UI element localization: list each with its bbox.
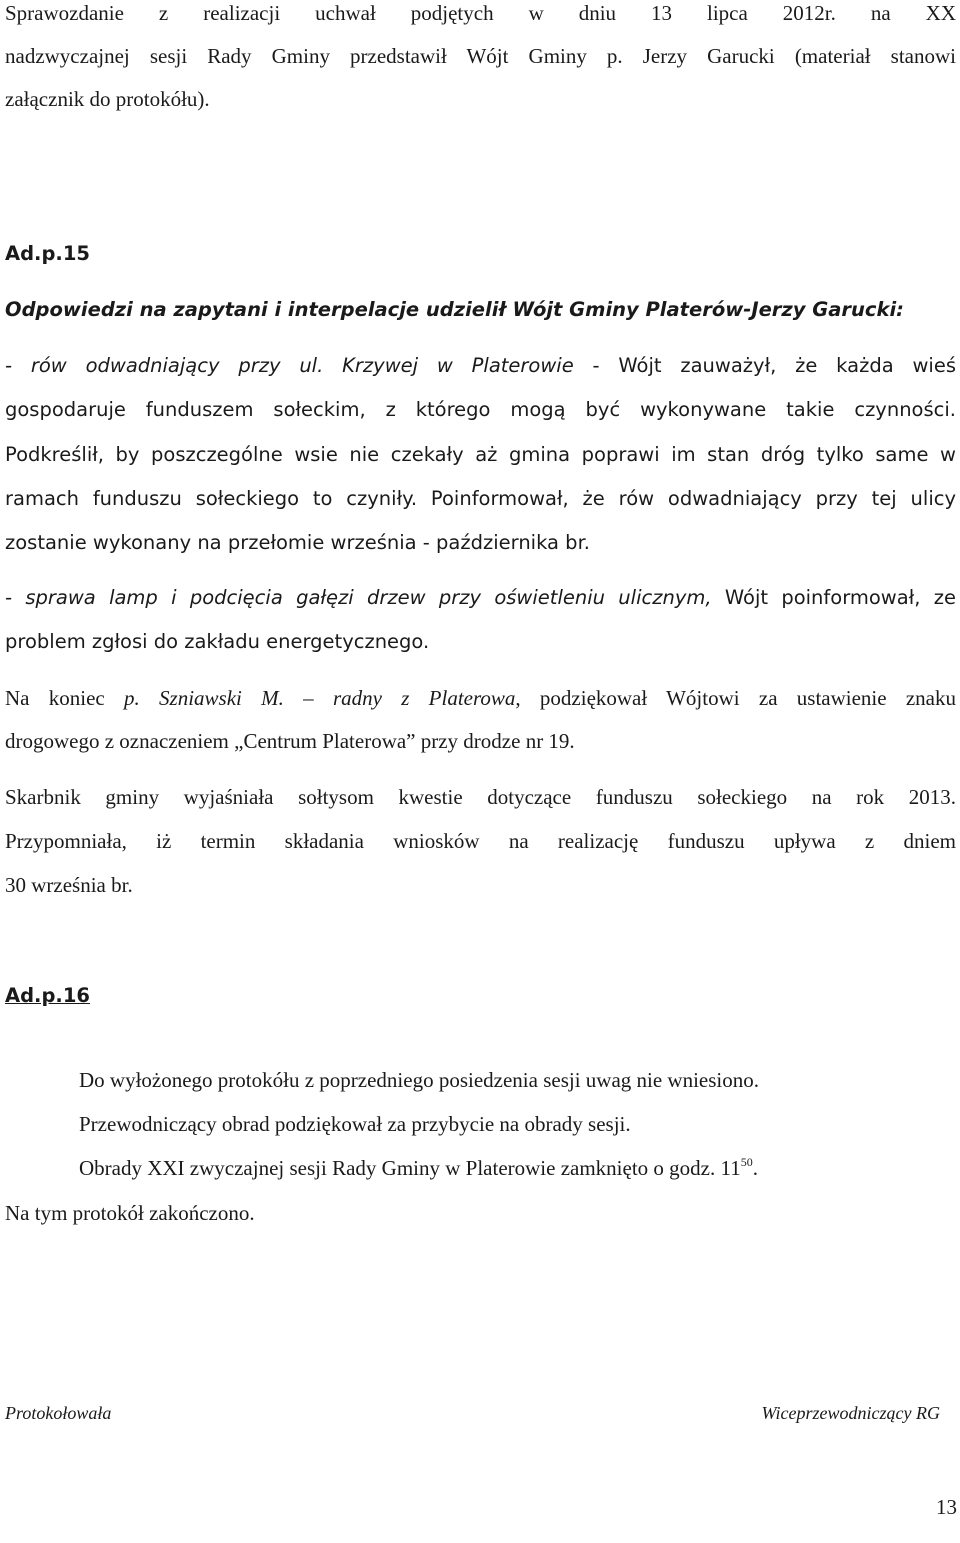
section-15-heading: Ad.p.15	[5, 242, 90, 265]
intro-line-1: Sprawozdanie z realizacji uchwał podjętych w dniu 13 lipca 2012r. na XX	[5, 1, 956, 25]
signature-right: Wiceprzewodniczący RG	[761, 1403, 940, 1423]
section-16-heading: Ad.p.16	[5, 984, 90, 1007]
paragraph-4-line-3: 30 września br.	[5, 873, 133, 897]
paragraph-1-line-5: zostanie wykonany na przełomie września - października br.	[5, 531, 590, 554]
councillor-name: p. Szniawski M. – radny z Platerowa	[124, 686, 516, 710]
paragraph-1-line-1: - rów odwadniający przy ul. Krzywej w Platerowie - Wójt zauważył, że każda wieś	[5, 354, 956, 377]
intro-line-2: nadzwyczajnej sesji Rady Gminy przedstawił Wójt Gminy p. Jerzy Garucki (materiał stanowi	[5, 44, 956, 68]
closing-line-4: Na tym protokół zakończono.	[5, 1201, 255, 1225]
intro-line-3: załącznik do protokółu).	[5, 87, 210, 111]
paragraph-4-line-2: Przypomniała, iż termin składania wniosków na realizację funduszu upływa z dniem	[5, 829, 956, 853]
section-15-subheading: Odpowiedzi na zapytani i interpelacje udzielił Wójt Gminy Platerów-Jerzy Garucki:	[5, 298, 904, 321]
topic-street-lamps: - sprawa lamp i podcięcia gałęzi drzew przy oświetleniu ulicznym,	[5, 586, 712, 609]
paragraph-4-line-1: Skarbnik gminy wyjaśniała sołtysom kwestie dotyczące funduszu sołeckiego na rok 2013.	[5, 785, 956, 809]
topic-drainage-ditch: - rów odwadniający przy ul. Krzywej w Platerowie	[5, 354, 574, 377]
paragraph-1-line-2: gospodaruje funduszem sołeckim, z którego mogą być wykonywane takie czynności.	[5, 398, 956, 421]
closing-line-3: Obrady XXI zwyczajnej sesji Rady Gminy w Platerowie zamknięto o godz. $11^{50}$.	[79, 1155, 758, 1180]
closing-line-2: Przewodniczący obrad podziękował za przybycie na obrady sesji.	[79, 1112, 631, 1136]
paragraph-3-line-2: drogowego z oznaczeniem „Centrum Platerowa” przy drodze nr 19.	[5, 729, 575, 753]
signature-left: Protokołowała	[5, 1403, 112, 1423]
paragraph-2-line-2: problem zgłosi do zakładu energetycznego.	[5, 630, 430, 653]
paragraph-2-line-1: - sprawa lamp i podcięcia gałęzi drzew przy oświetleniu ulicznym, Wójt poinformował, ze	[5, 586, 956, 609]
page-number: 13	[936, 1495, 957, 1519]
paragraph-1-line-4: ramach funduszu sołeckiego to czyniły. Poinformował, że rów odwadniający przy tej ulicy	[5, 487, 956, 510]
closing-line-1: Do wyłożonego protokółu z poprzedniego posiedzenia sesji uwag nie wniesiono.	[79, 1068, 760, 1092]
paragraph-1-line-3: Podkreślił, by poszczególne wsie nie czekały aż gmina poprawi im stan dróg tylko same w	[5, 443, 956, 466]
paragraph-3-line-1: Na koniec p. Szniawski M. – radny z Platerowa, podziękował Wójtowi za ustawienie znaku	[5, 686, 957, 710]
